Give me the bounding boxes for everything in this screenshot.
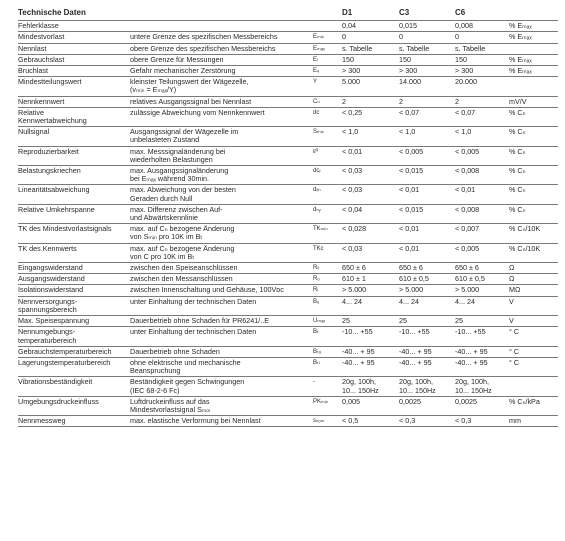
value-c6: < 0,07 bbox=[455, 107, 509, 126]
value-c6: 610 ± 0,5 bbox=[455, 274, 509, 285]
value-d1: < 0,25 bbox=[342, 107, 399, 126]
parameter-description: zulässige Abweichung vom Nennkennwert bbox=[130, 107, 313, 126]
parameter-symbol: Sₘᵢₙ bbox=[313, 127, 342, 146]
parameter-name: TK des Kennwerts bbox=[18, 243, 130, 262]
parameter-unit bbox=[509, 43, 558, 54]
value-c6: < 1,0 bbox=[455, 127, 509, 146]
value-c6: < 0,008 bbox=[455, 166, 509, 185]
value-c3: 4... 24 bbox=[399, 296, 455, 315]
value-d1: < 0,03 bbox=[342, 243, 399, 262]
header-blank-sym bbox=[313, 8, 342, 21]
table-row bbox=[18, 327, 558, 346]
table-row bbox=[18, 21, 558, 32]
table-row bbox=[18, 357, 558, 376]
parameter-description: Dauerbetrieb ohne Schaden bbox=[130, 346, 313, 357]
technical-data-table bbox=[18, 8, 558, 427]
parameter-name: Mindestteilungswert bbox=[18, 77, 130, 96]
table-row bbox=[18, 316, 558, 327]
parameter-name: Mindestvorlast bbox=[18, 32, 130, 43]
parameter-symbol: Rₗᵢ bbox=[313, 263, 342, 274]
parameter-unit: Ω bbox=[509, 274, 558, 285]
parameter-name: Eingangswiderstand bbox=[18, 263, 130, 274]
value-d1: 2 bbox=[342, 96, 399, 107]
table-row bbox=[18, 204, 558, 223]
parameter-unit: % Eₘₐₓ bbox=[509, 66, 558, 77]
value-c6: > 5.000 bbox=[455, 285, 509, 296]
table-row bbox=[18, 274, 558, 285]
parameter-symbol: Eₘₐₓ bbox=[313, 43, 342, 54]
table-row bbox=[18, 32, 558, 43]
value-d1: < 0,03 bbox=[342, 185, 399, 204]
parameter-symbol: TKᴄ bbox=[313, 243, 342, 262]
parameter-name: Relative Umkehrspanne bbox=[18, 204, 130, 223]
parameter-unit bbox=[509, 77, 558, 96]
parameter-name: Umgebungsdruckeinfluss bbox=[18, 396, 130, 415]
value-d1: < 0,5 bbox=[342, 416, 399, 427]
table-row bbox=[18, 224, 558, 243]
parameter-unit: % Cₙ bbox=[509, 204, 558, 223]
value-d1: 0 bbox=[342, 32, 399, 43]
parameter-name: Nennkennwert bbox=[18, 96, 130, 107]
value-d1: -10... +55 bbox=[342, 327, 399, 346]
value-c3: < 0,01 bbox=[399, 224, 455, 243]
parameter-unit: % Cₙ/kPa bbox=[509, 396, 558, 415]
parameter-description: unter Einhaltung der technischen Daten bbox=[130, 327, 313, 346]
parameter-description: max. auf Cₙ bezogene Änderung von C pro 10K im Bₜ bbox=[130, 243, 313, 262]
table-title: Technische Daten bbox=[18, 8, 130, 21]
value-d1: < 0,03 bbox=[342, 166, 399, 185]
value-c3: 25 bbox=[399, 316, 455, 327]
table-row bbox=[18, 54, 558, 65]
value-c3: 20g, 100h, 10... 150Hz bbox=[399, 377, 455, 396]
parameter-name: Nennmessweg bbox=[18, 416, 130, 427]
parameter-description: zwischen den Speiseanschlüssen bbox=[130, 263, 313, 274]
value-d1: 25 bbox=[342, 316, 399, 327]
value-c3: 0 bbox=[399, 32, 455, 43]
value-c3: < 0,01 bbox=[399, 243, 455, 262]
table-row bbox=[18, 107, 558, 126]
value-c6: -10... +55 bbox=[455, 327, 509, 346]
value-d1: < 1,0 bbox=[342, 127, 399, 146]
table-row bbox=[18, 185, 558, 204]
value-c6: 20g, 100h, 10... 150Hz bbox=[455, 377, 509, 396]
parameter-unit: ° C bbox=[509, 346, 558, 357]
parameter-description: max. Messsignaländerung bei wiederholten Belastungen bbox=[130, 146, 313, 165]
table-row bbox=[18, 416, 558, 427]
table-row bbox=[18, 146, 558, 165]
column-header-c6: C6 bbox=[455, 8, 509, 21]
value-c3: 650 ± 6 bbox=[399, 263, 455, 274]
header-blank-desc bbox=[130, 8, 313, 21]
value-c6: -40... + 95 bbox=[455, 346, 509, 357]
table-row bbox=[18, 127, 558, 146]
value-c6: > 300 bbox=[455, 66, 509, 77]
header-blank-unit bbox=[509, 8, 558, 21]
value-c3: -40... + 95 bbox=[399, 357, 455, 376]
parameter-name: Linearitätsabweichung bbox=[18, 185, 130, 204]
parameter-unit: % Cₙ bbox=[509, 107, 558, 126]
value-c3: 14.000 bbox=[399, 77, 455, 96]
value-d1: 610 ± 1 bbox=[342, 274, 399, 285]
parameter-name: Nennlast bbox=[18, 43, 130, 54]
value-c6: 25 bbox=[455, 316, 509, 327]
parameter-symbol: Uₘₐₓ bbox=[313, 316, 342, 327]
value-c3: > 5.000 bbox=[399, 285, 455, 296]
parameter-name: Bruchlast bbox=[18, 66, 130, 77]
parameter-name: Nennversorgungs- spannungsbereich bbox=[18, 296, 130, 315]
parameter-unit: mV/V bbox=[509, 96, 558, 107]
parameter-name: Isolationswiderstand bbox=[18, 285, 130, 296]
table-row bbox=[18, 243, 558, 262]
parameter-description: max. Ausgangssignaländerung bei Eₘₐₓ während 30min. bbox=[130, 166, 313, 185]
value-c6: < 0,3 bbox=[455, 416, 509, 427]
parameter-symbol: Cₙ bbox=[313, 96, 342, 107]
parameter-description bbox=[130, 21, 313, 32]
value-c3: -40... + 95 bbox=[399, 346, 455, 357]
parameter-symbol: Eₔ bbox=[313, 66, 342, 77]
column-header-d1: D1 bbox=[342, 8, 399, 21]
parameter-name: Max. Speisespannung bbox=[18, 316, 130, 327]
parameter-symbol: Bₜₗ bbox=[313, 357, 342, 376]
parameter-symbol: Y bbox=[313, 77, 342, 96]
value-c6: 0,0025 bbox=[455, 396, 509, 415]
parameter-description: max. auf Cₙ bezogene Änderung von Sₘᵢₙ pro 10K im Bₜ bbox=[130, 224, 313, 243]
value-d1: < 0,028 bbox=[342, 224, 399, 243]
parameter-unit: % Cₙ/10K bbox=[509, 224, 558, 243]
parameter-symbol: Bₜᵤ bbox=[313, 346, 342, 357]
value-d1: 4... 24 bbox=[342, 296, 399, 315]
table-row bbox=[18, 77, 558, 96]
parameter-unit: % Eₘₐₓ bbox=[509, 32, 558, 43]
parameter-description: obere Grenze des spezifischen Messbereichs bbox=[130, 43, 313, 54]
value-c3: < 0,07 bbox=[399, 107, 455, 126]
value-d1: 650 ± 6 bbox=[342, 263, 399, 274]
parameter-unit: % Cₙ bbox=[509, 146, 558, 165]
parameter-unit: Ω bbox=[509, 263, 558, 274]
value-d1: -40... + 95 bbox=[342, 357, 399, 376]
table-row bbox=[18, 377, 558, 396]
parameter-name: Nennumgebungs- temperaturbereich bbox=[18, 327, 130, 346]
parameter-description: obere Grenze für Messungen bbox=[130, 54, 313, 65]
value-c3: 150 bbox=[399, 54, 455, 65]
value-d1: 0,005 bbox=[342, 396, 399, 415]
value-c6: < 0,01 bbox=[455, 185, 509, 204]
parameter-name: Relative Kennwertabweichung bbox=[18, 107, 130, 126]
column-header-c3: C3 bbox=[399, 8, 455, 21]
table-row bbox=[18, 43, 558, 54]
parameter-name: Lagerungstemperaturbereich bbox=[18, 357, 130, 376]
parameter-description: max. Abweichung von der besten Geraden durch Null bbox=[130, 185, 313, 204]
parameter-unit: ° C bbox=[509, 327, 558, 346]
value-c3: 2 bbox=[399, 96, 455, 107]
parameter-symbol: Eₘᵢₙ bbox=[313, 32, 342, 43]
value-d1: > 5.000 bbox=[342, 285, 399, 296]
parameter-unit: % Cₙ/10K bbox=[509, 243, 558, 262]
value-c6: < 0,008 bbox=[455, 204, 509, 223]
parameter-unit: V bbox=[509, 296, 558, 315]
value-d1: 150 bbox=[342, 54, 399, 65]
value-c3: < 0,015 bbox=[399, 204, 455, 223]
parameter-symbol: - bbox=[313, 377, 342, 396]
table-body bbox=[18, 21, 558, 427]
table-row bbox=[18, 396, 558, 415]
parameter-description: kleinster Teilungswert der Wägezelle, (vₘᵢₙ = Eₘₐₓ/Y) bbox=[130, 77, 313, 96]
parameter-unit: V bbox=[509, 316, 558, 327]
value-c6: 0,008 bbox=[455, 21, 509, 32]
parameter-name: Reproduzierbarkeit bbox=[18, 146, 130, 165]
value-c6: 150 bbox=[455, 54, 509, 65]
parameter-symbol: dₕᵧ bbox=[313, 204, 342, 223]
value-d1: < 0,04 bbox=[342, 204, 399, 223]
parameter-description: Beständigkeit gegen Schwingungen (IEC 68-2-6 Fc) bbox=[130, 377, 313, 396]
parameter-name: Vibrationsbeständigkeit bbox=[18, 377, 130, 396]
parameter-unit: % Cₙ bbox=[509, 185, 558, 204]
parameter-symbol: Eₗ bbox=[313, 54, 342, 65]
parameter-name: Gebrauchstemperaturbereich bbox=[18, 346, 130, 357]
table-row bbox=[18, 66, 558, 77]
parameter-symbol: dᴄ bbox=[313, 107, 342, 126]
parameter-symbol: Bₜ bbox=[313, 327, 342, 346]
table-row bbox=[18, 263, 558, 274]
value-c3: s. Tabelle bbox=[399, 43, 455, 54]
value-d1: 20g, 100h, 10... 150Hz bbox=[342, 377, 399, 396]
table-row bbox=[18, 285, 558, 296]
value-c3: 610 ± 0,5 bbox=[399, 274, 455, 285]
value-c3: 0,015 bbox=[399, 21, 455, 32]
parameter-name: Fehlerklasse bbox=[18, 21, 130, 32]
value-c6: 2 bbox=[455, 96, 509, 107]
table-row bbox=[18, 346, 558, 357]
parameter-symbol bbox=[313, 21, 342, 32]
parameter-description: Luftdruckeinfluss auf das Mindestvorlastsignal Sₘᵢₙ bbox=[130, 396, 313, 415]
parameter-description: unter Einhaltung der technischen Daten bbox=[130, 296, 313, 315]
parameter-symbol: TKₘᵢₙ bbox=[313, 224, 342, 243]
value-c3: < 0,01 bbox=[399, 185, 455, 204]
value-c6: 20.000 bbox=[455, 77, 509, 96]
parameter-unit: % Cₙ bbox=[509, 166, 558, 185]
parameter-symbol: dₗᵢₙ bbox=[313, 185, 342, 204]
value-d1: < 0,01 bbox=[342, 146, 399, 165]
value-c6: 4... 24 bbox=[455, 296, 509, 315]
parameter-symbol: Bᵤ bbox=[313, 296, 342, 315]
parameter-unit: ° C bbox=[509, 357, 558, 376]
parameter-description: Dauerbetrieb ohne Schaden für PR6241/..E bbox=[130, 316, 313, 327]
value-c6: -40... + 95 bbox=[455, 357, 509, 376]
parameter-symbol: sₙₒₘ bbox=[313, 416, 342, 427]
value-d1: > 300 bbox=[342, 66, 399, 77]
table-row bbox=[18, 296, 558, 315]
value-c3: < 0,005 bbox=[399, 146, 455, 165]
table-row bbox=[18, 166, 558, 185]
parameter-symbol: dᴄᵣ bbox=[313, 166, 342, 185]
parameter-symbol: εᴿ bbox=[313, 146, 342, 165]
value-c3: < 1,0 bbox=[399, 127, 455, 146]
value-d1: -40... + 95 bbox=[342, 346, 399, 357]
parameter-description: zwischen Innenschaltung und Gehäuse, 100Vᴅᴄ bbox=[130, 285, 313, 296]
table-header-row bbox=[18, 8, 558, 21]
value-c6: < 0,007 bbox=[455, 224, 509, 243]
parameter-name: Belastungskriechen bbox=[18, 166, 130, 185]
value-c3: 0,0025 bbox=[399, 396, 455, 415]
value-c6: 650 ± 6 bbox=[455, 263, 509, 274]
parameter-symbol: PKₘᵢₙ bbox=[313, 396, 342, 415]
parameter-unit: MΩ bbox=[509, 285, 558, 296]
parameter-name: TK des Mindestvorlastsignals bbox=[18, 224, 130, 243]
parameter-description: zwischen den Messanschlüssen bbox=[130, 274, 313, 285]
parameter-symbol: Rₒ bbox=[313, 274, 342, 285]
parameter-name: Ausgangswiderstand bbox=[18, 274, 130, 285]
parameter-description: untere Grenze des spezifischen Messbereichs bbox=[130, 32, 313, 43]
value-c3: < 0,3 bbox=[399, 416, 455, 427]
value-c3: < 0,015 bbox=[399, 166, 455, 185]
value-d1: s. Tabelle bbox=[342, 43, 399, 54]
value-d1: 5.000 bbox=[342, 77, 399, 96]
value-c6: s. Tabelle bbox=[455, 43, 509, 54]
parameter-unit: % Eₘₐₓ bbox=[509, 21, 558, 32]
value-c6: < 0,005 bbox=[455, 146, 509, 165]
value-c6: < 0,005 bbox=[455, 243, 509, 262]
parameter-unit: % Eₘₐₓ bbox=[509, 54, 558, 65]
parameter-name: Gebrauchslast bbox=[18, 54, 130, 65]
parameter-description: Ausgangssignal der Wägezelle im unbelasteten Zustand bbox=[130, 127, 313, 146]
parameter-unit bbox=[509, 377, 558, 396]
parameter-description: relatives Ausgangssignal bei Nennlast bbox=[130, 96, 313, 107]
table-row bbox=[18, 96, 558, 107]
parameter-name: Nullsignal bbox=[18, 127, 130, 146]
parameter-description: max. elastische Verformung bei Nennlast bbox=[130, 416, 313, 427]
parameter-description: max. Differenz zwischen Auf- und Abwärtskennlinie bbox=[130, 204, 313, 223]
value-c6: 0 bbox=[455, 32, 509, 43]
parameter-description: ohne elektrische und mechanische Beanspruchung bbox=[130, 357, 313, 376]
value-c3: -10... +55 bbox=[399, 327, 455, 346]
parameter-description: Gefahr mechanischer Zerstörung bbox=[130, 66, 313, 77]
parameter-unit: mm bbox=[509, 416, 558, 427]
parameter-unit: % Cₙ bbox=[509, 127, 558, 146]
value-d1: 0,04 bbox=[342, 21, 399, 32]
parameter-symbol: Rᵢ bbox=[313, 285, 342, 296]
value-c3: > 300 bbox=[399, 66, 455, 77]
